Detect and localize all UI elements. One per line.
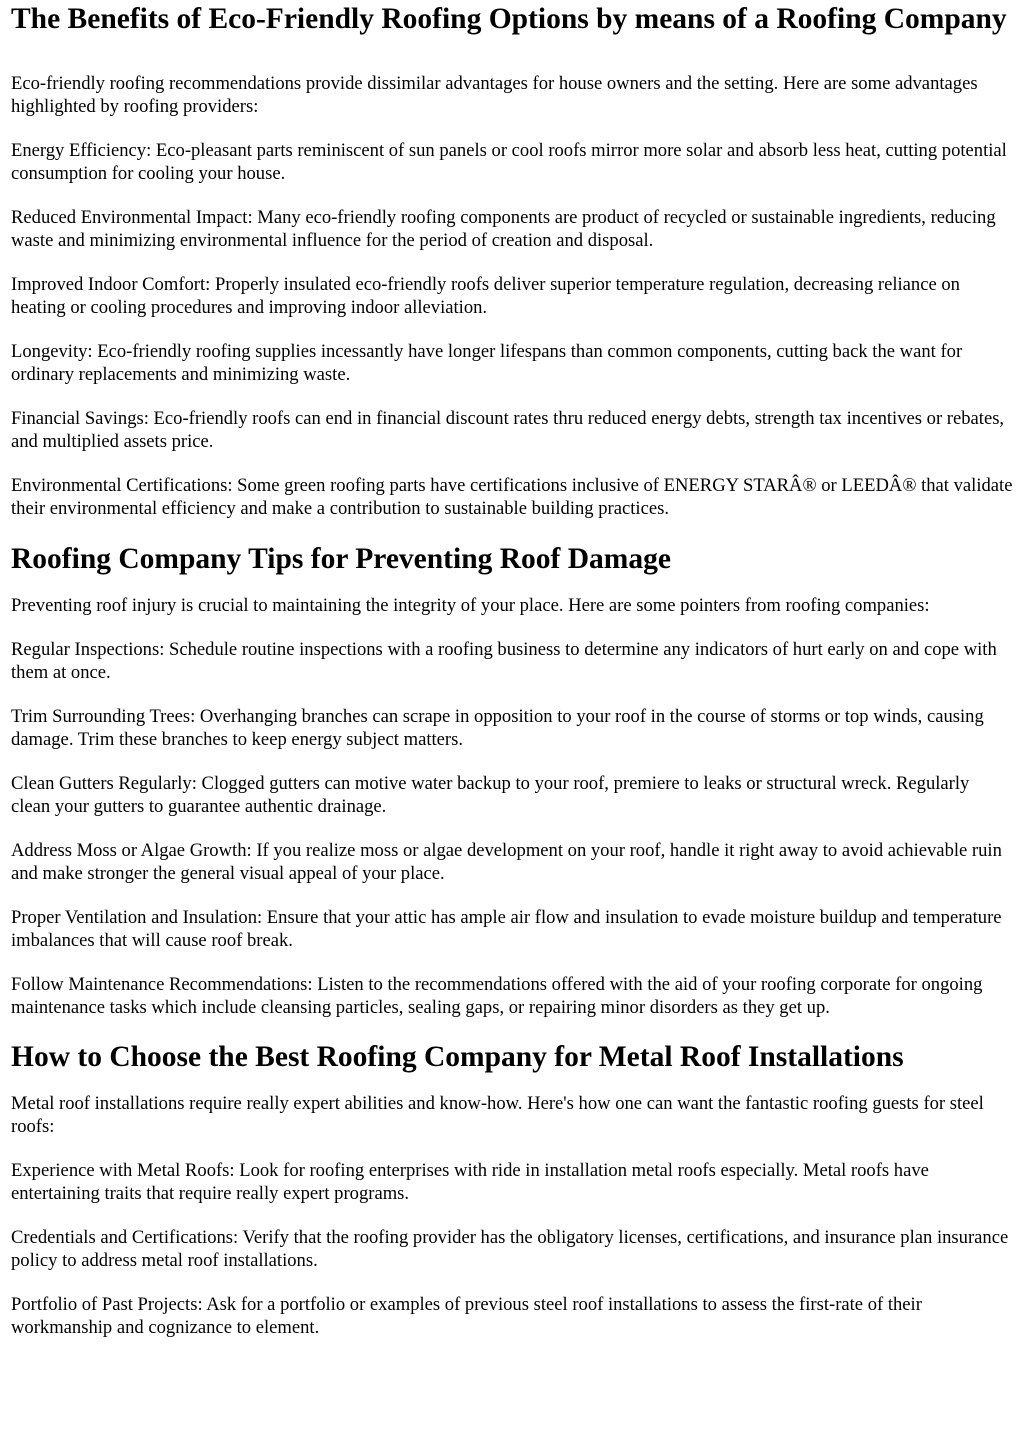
paragraph: Address Moss or Algae Growth: If you realize moss or algae development on your roof, handle it right away to avoid achievable ruin and make stronger the general visual appeal of your place. — [11, 840, 1002, 884]
paragraph: Experience with Metal Roofs: Look for roofing enterprises with ride in installation metal roofs especially. Metal roofs have entertaining traits that require really expert programs. — [11, 1160, 929, 1204]
section-heading: How to Choose the Best Roofing Company for Metal Roof Installations — [11, 1041, 904, 1073]
paragraph: Trim Surrounding Trees: Overhanging branches can scrape in opposition to your roof in the course of storms or top winds, causing damage. Trim these branches to keep energy subject matters. — [11, 706, 984, 750]
article — [0, 2, 1024, 1339]
paragraph: Follow Maintenance Recommendations: Listen to the recommendations offered with the aid of your roofing corporate for ongoing maintenance tasks which include cleansing particles, sealing gaps, or repairing minor disorders as they get up. — [11, 974, 983, 1018]
paragraph: Preventing roof injury is crucial to maintaining the integrity of your place. Here are some pointers from roofing companies: — [11, 595, 930, 616]
section-metal-roof-installations — [11, 1040, 1013, 1339]
article-title: The Benefits of Eco-Friendly Roofing Options by means of a Roofing Company — [11, 3, 1007, 35]
paragraph: Regular Inspections: Schedule routine inspections with a roofing business to determine any indicators of hurt early on and cope with them at once. — [11, 639, 997, 683]
paragraph: Financial Savings: Eco-friendly roofs can end in financial discount rates thru reduced energy debts, strength tax incentives or rebates, and multiplied assets price. — [11, 408, 1005, 452]
section-heading: Roofing Company Tips for Preventing Roof Damage — [11, 543, 671, 575]
paragraph: Environmental Certifications: Some green roofing parts have certifications inclusive of ENERGY STARÂ® or LEEDÂ® that validate their environmental efficiency and make a contribution to sustainable building practices. — [11, 475, 1013, 519]
paragraph: Improved Indoor Comfort: Properly insulated eco-friendly roofs deliver superior temperature regulation, decreasing reliance on heating or cooling procedures and improving indoor alleviation. — [11, 274, 960, 318]
paragraph: Clean Gutters Regularly: Clogged gutters can motive water backup to your roof, premiere to leaks or structural wreck. Regularly clean your gutters to guarantee authentic drainage. — [11, 773, 970, 817]
paragraph: Credentials and Certifications: Verify that the roofing provider has the obligatory licenses, certifications, and insurance plan insurance policy to address metal roof installations. — [11, 1227, 1009, 1271]
section-preventing-roof-damage — [11, 542, 1013, 1019]
paragraph: Eco-friendly roofing recommendations provide dissimilar advantages for house owners and the setting. Here are some advantages highlighted by roofing providers: — [11, 73, 978, 117]
paragraph: Metal roof installations require really expert abilities and know-how. Here's how one can want the fantastic roofing guests for steel roofs: — [11, 1093, 984, 1137]
paragraph: Portfolio of Past Projects: Ask for a portfolio or examples of previous steel roof installations to assess the first-rate of their workmanship and cognizance to element. — [11, 1294, 922, 1338]
paragraph: Longevity: Eco-friendly roofing supplies incessantly have longer lifespans than common components, cutting back the want for ordinary replacements and minimizing waste. — [11, 341, 963, 385]
paragraph: Energy Efficiency: Eco-pleasant parts reminiscent of sun panels or cool roofs mirror more solar and absorb less heat, cutting potential consumption for cooling your house. — [11, 140, 1007, 184]
paragraph: Proper Ventilation and Insulation: Ensure that your attic has ample air flow and insulation to evade moisture buildup and temperature imbalances that will cause roof break. — [11, 907, 1002, 951]
paragraph: Reduced Environmental Impact: Many eco-friendly roofing components are product of recycled or sustainable ingredients, reducing waste and minimizing environmental influence for the period of creation and disposal. — [11, 207, 996, 251]
section-eco-friendly-benefits — [11, 72, 1013, 520]
